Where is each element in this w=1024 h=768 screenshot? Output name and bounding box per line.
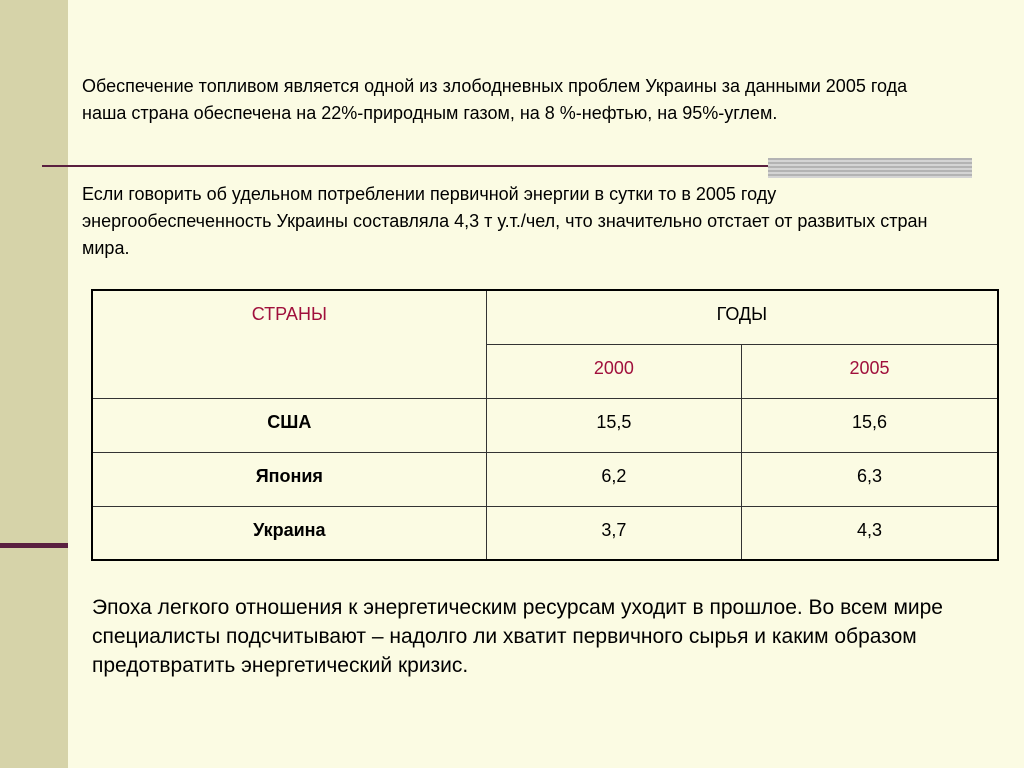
- table-header-row: [92, 290, 998, 344]
- header-year-2000: 2000: [486, 344, 741, 398]
- table-row: [92, 398, 998, 452]
- sidebar-accent-bar: [0, 543, 68, 548]
- table-row: [92, 452, 998, 506]
- conclusion-paragraph: Эпоха легкого отношения к энергетическим ресурсам уходит в прошлое. Во всем мире специалисты подсчитывают – надолго ли хватит первичного сырья и каким образом предотвратить энергетический кризис.: [92, 596, 943, 677]
- header-countries: СТРАНЫ: [92, 290, 486, 398]
- country-cell: США: [92, 398, 486, 452]
- value-2005-cell: 4,3: [742, 506, 998, 560]
- consumption-paragraph: Если говорить об удельном потреблении первичной энергии в сутки то в 2005 году энергообеспеченность Украины составляла 4,3 т у.т./чел, что значительно отстает от развитых стран мира.: [82, 184, 928, 258]
- country-cell: Япония: [92, 452, 486, 506]
- divider-block: [768, 158, 972, 178]
- divider-line: [42, 165, 775, 167]
- value-2005-cell: 6,3: [742, 452, 998, 506]
- header-years: ГОДЫ: [486, 290, 998, 344]
- value-2005-cell: 15,6: [742, 398, 998, 452]
- table-row: [92, 506, 998, 560]
- country-cell: Украина: [92, 506, 486, 560]
- value-2000-cell: 3,7: [486, 506, 741, 560]
- energy-table: [91, 289, 999, 561]
- value-2000-cell: 15,5: [486, 398, 741, 452]
- header-year-2005: 2005: [742, 344, 998, 398]
- value-2000-cell: 6,2: [486, 452, 741, 506]
- left-sidebar: [0, 0, 68, 768]
- intro-paragraph: Обеспечение топливом является одной из злободневных проблем Украины за данными 2005 года наша страна обеспечена на 22%-природным газом, на 8 %-нефтью, на 95%-углем.: [82, 76, 908, 123]
